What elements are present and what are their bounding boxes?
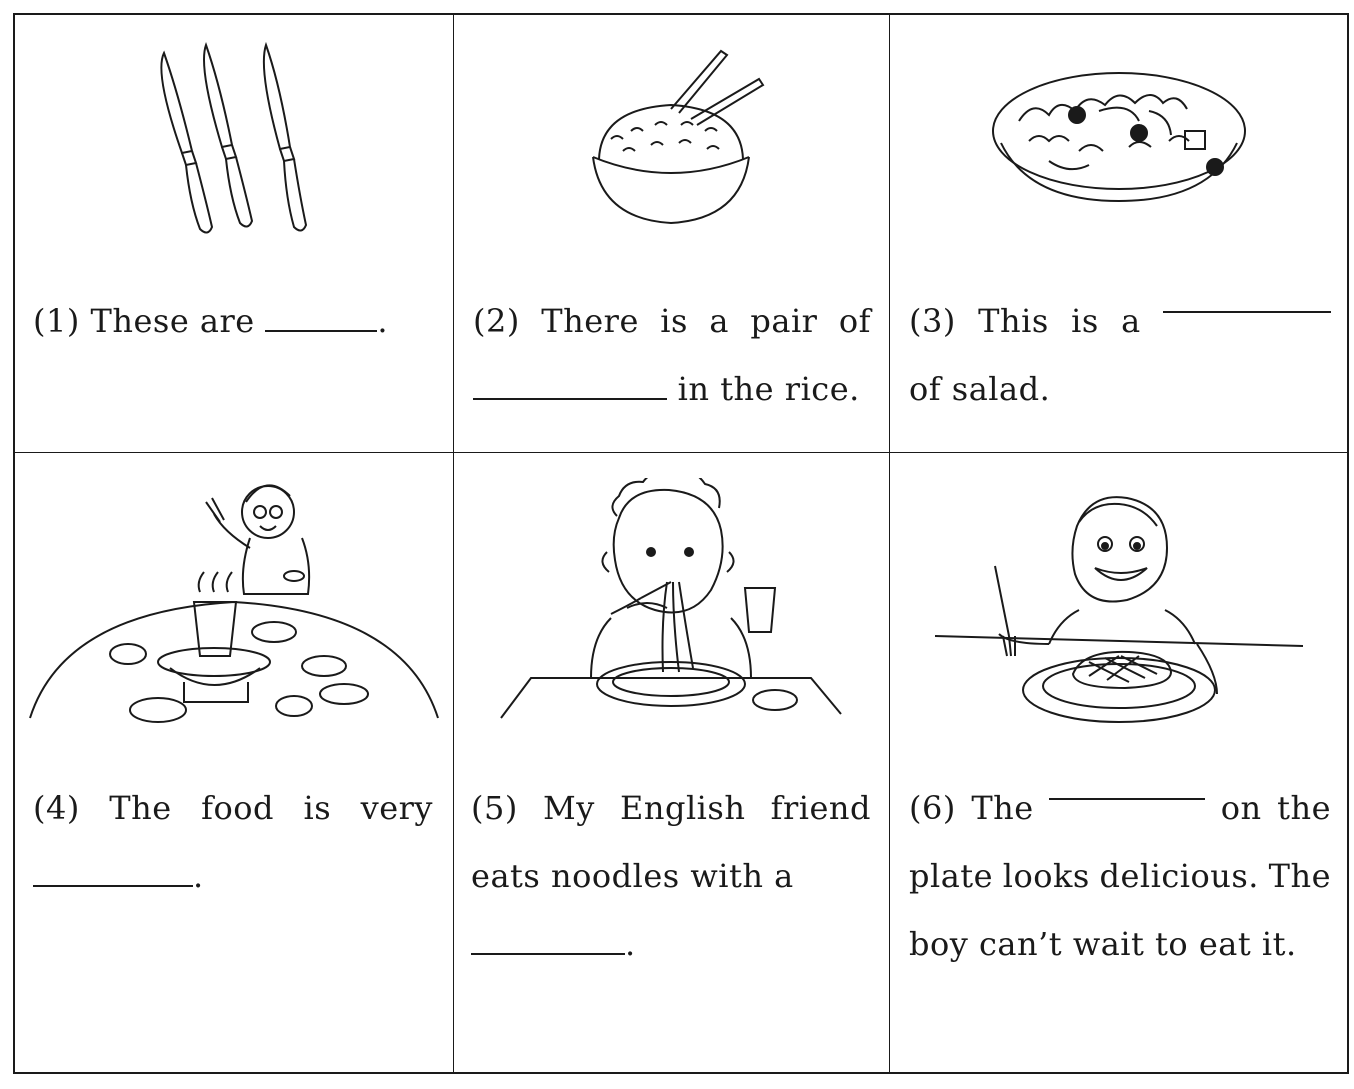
answer-blank[interactable] (265, 306, 377, 332)
exercise-cell-6 (889, 452, 1349, 1074)
sentence-5: (5) My English friend eats noodles with a . (471, 774, 871, 978)
plate-icon (1023, 658, 1215, 722)
table-icon (935, 636, 1303, 646)
glass-icon (745, 588, 775, 632)
question-number: (2) (473, 302, 520, 340)
steak-icon (1073, 652, 1171, 688)
hot-pot-icon (158, 572, 270, 702)
exercise-cell-2 (453, 15, 889, 452)
question-number: (5) (471, 789, 518, 827)
exercise-cell-5 (453, 452, 889, 1074)
knife-icon (264, 45, 306, 231)
plate-icon (597, 662, 745, 706)
boy-icon (591, 478, 751, 678)
question-number: (4) (33, 789, 80, 827)
noodles-icon (663, 582, 694, 672)
hot-pot-illustration (15, 472, 453, 732)
answer-blank[interactable] (1163, 287, 1331, 313)
sentence-3: (3) This is a of salad. (909, 287, 1331, 423)
table-icon (501, 678, 841, 718)
knives-illustration (15, 33, 453, 243)
noodles-illustration (453, 478, 889, 728)
knife-icon (204, 45, 252, 227)
exercise-cell-1 (15, 15, 453, 452)
salad-bowl-icon (993, 73, 1245, 201)
dish-icon (110, 622, 368, 722)
bowl-icon (593, 105, 749, 223)
chopsticks-icon (671, 51, 763, 125)
fork-icon (611, 582, 671, 614)
sentence-2: (2) There is a pair of in the rice. (473, 287, 871, 423)
fork-icon (995, 566, 1015, 656)
answer-blank[interactable] (471, 929, 625, 955)
sentence-1: (1) These are . (33, 302, 389, 340)
question-number: (3) (909, 302, 956, 340)
girl-icon (206, 485, 309, 594)
answer-blank[interactable] (33, 861, 193, 887)
answer-blank[interactable] (1049, 774, 1205, 800)
answer-blank[interactable] (473, 374, 667, 400)
exercise-grid (13, 13, 1349, 1074)
rice-bowl-illustration (453, 39, 889, 229)
salad-illustration (889, 51, 1349, 211)
steak-illustration (889, 486, 1349, 746)
sentence-6: (6) The on the plate looks delicious. The boy can’t wait to eat it. (909, 774, 1331, 978)
exercise-cell-4 (15, 452, 453, 1074)
question-number: (1) (33, 302, 80, 340)
question-number: (6) (909, 789, 956, 827)
exercise-cell-3 (889, 15, 1349, 452)
sentence-4: (4) The food is very . (33, 774, 433, 910)
knife-icon (161, 53, 212, 233)
bread-icon (753, 690, 797, 710)
